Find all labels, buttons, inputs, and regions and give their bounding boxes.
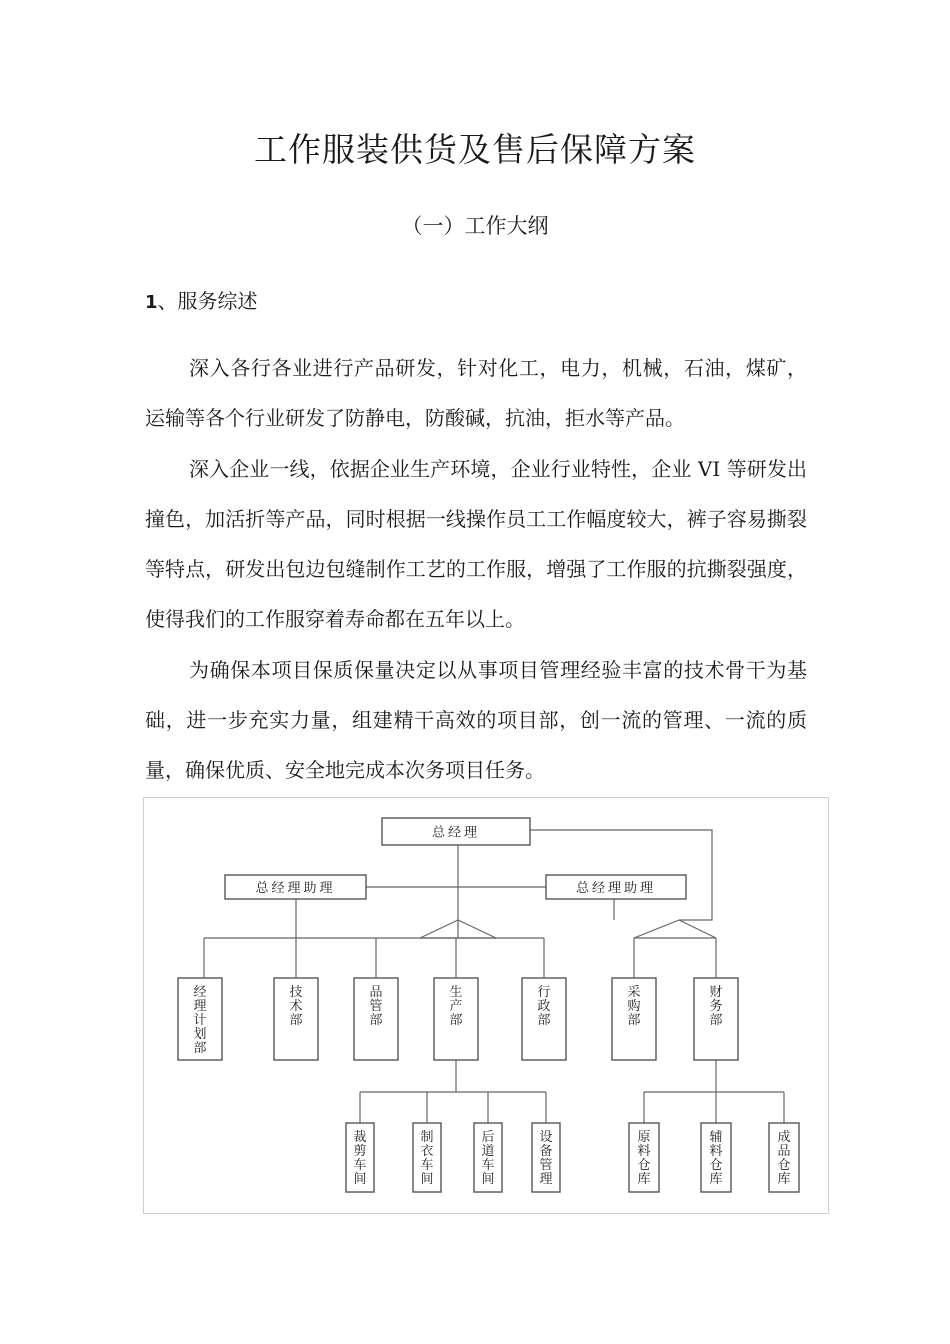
org-chart-svg — [144, 798, 830, 1215]
department-box-char: 部 — [289, 1013, 303, 1028]
department-box-char: 划 — [193, 1027, 207, 1042]
assistant-box-right-label: 总经理助理 — [575, 881, 657, 896]
org-chart-boxes — [178, 818, 799, 1192]
department-box-char: 技 — [289, 985, 303, 1000]
department-box-char: 品 — [369, 985, 383, 1000]
workshop-box-char: 备 — [539, 1144, 553, 1159]
workshop-box-char: 理 — [539, 1172, 553, 1187]
workshop-box-char: 剪 — [353, 1144, 367, 1159]
department-box-char: 术 — [289, 999, 303, 1014]
general-manager-box-label: 总经理 — [431, 825, 481, 841]
department-box-char: 部 — [709, 1013, 723, 1028]
department-box-char: 采 — [627, 985, 641, 1000]
warehouse-box-char: 辅 — [709, 1130, 723, 1145]
workshop-box-char: 间 — [353, 1172, 367, 1187]
department-box-char: 经 — [193, 985, 207, 1000]
department-box-char: 务 — [709, 999, 723, 1014]
warehouse-box-char: 仓 — [777, 1158, 791, 1173]
department-box-char: 部 — [449, 1013, 463, 1028]
warehouse-box-char: 库 — [709, 1172, 723, 1187]
department-box-char: 管 — [369, 999, 383, 1014]
paragraph: 为确保本项目保质保量决定以从事项目管理经验丰富的技术骨干为基础，进一步充实力量，组建精干高效的项目部，创一流的管理、一流的质量，确保优质、安全地完成本次务项目任务。 — [145, 658, 807, 782]
department-box-char: 部 — [193, 1041, 207, 1056]
workshop-box-char: 管 — [539, 1158, 553, 1173]
department-box-char: 生 — [449, 985, 463, 1000]
department-box-char: 理 — [193, 999, 207, 1014]
workshop-box-char: 衣 — [420, 1144, 434, 1159]
document-title: 工作服装供货及售后保障方案 — [254, 130, 696, 169]
workshop-box-char: 裁 — [353, 1130, 367, 1145]
department-box-char: 部 — [537, 1013, 551, 1028]
department-box-char: 部 — [627, 1013, 641, 1028]
department-box-char: 产 — [449, 999, 463, 1014]
warehouse-box-char: 料 — [709, 1144, 723, 1159]
department-box-char: 政 — [537, 999, 551, 1014]
workshop-box-char: 制 — [420, 1130, 434, 1145]
section-heading — [145, 285, 258, 314]
department-box-char: 财 — [709, 985, 723, 1000]
workshop-box-char: 道 — [481, 1144, 495, 1159]
warehouse-box-char: 成 — [777, 1130, 791, 1145]
warehouse-box-char: 品 — [777, 1144, 791, 1159]
section-number: 1 — [145, 292, 158, 313]
workshop-box-char: 车 — [353, 1158, 367, 1173]
workshop-box-char: 车 — [420, 1158, 434, 1173]
warehouse-box-char: 仓 — [709, 1158, 723, 1173]
workshop-box-char: 间 — [481, 1172, 495, 1187]
org-chart-connectors — [204, 830, 784, 1123]
org-chart — [143, 797, 829, 1214]
department-box-char: 行 — [537, 985, 551, 1000]
document-subtitle: （一）工作大纲 — [401, 214, 549, 238]
paragraph: 深入各行各业进行产品研发，针对化工，电力，机械，石油，煤矿，运输等各个行业研发了防静电，防酸碱，抗油，拒水等产品。 — [145, 356, 807, 430]
department-box-char: 计 — [193, 1013, 207, 1028]
department-box-char: 购 — [627, 999, 641, 1014]
warehouse-box-char: 仓 — [637, 1158, 651, 1173]
warehouse-box-char: 料 — [637, 1144, 651, 1159]
paragraph: 深入企业一线，依据企业生产环境，企业行业特性，企业 VI 等研发出撞色，加活折等产品，同时根据一线操作员工工作幅度较大，裤子容易撕裂等特点，研发出包边包缝制作工艺的工作服，增强了工作服的抗撕裂强度，使得我们的工作服穿着寿命都在五年以上。 — [145, 457, 807, 631]
department-box-char: 部 — [369, 1013, 383, 1028]
warehouse-box-char: 原 — [637, 1130, 651, 1145]
workshop-box-char: 间 — [420, 1172, 434, 1187]
warehouse-box-char: 库 — [777, 1172, 791, 1187]
workshop-box-char: 车 — [481, 1158, 495, 1173]
warehouse-box-char: 库 — [637, 1172, 651, 1187]
assistant-box-left-label: 总经理助理 — [255, 881, 336, 896]
section-heading-text: 、服务综述 — [157, 289, 258, 313]
workshop-box-char: 后 — [481, 1130, 495, 1145]
workshop-box-char: 设 — [539, 1130, 553, 1145]
